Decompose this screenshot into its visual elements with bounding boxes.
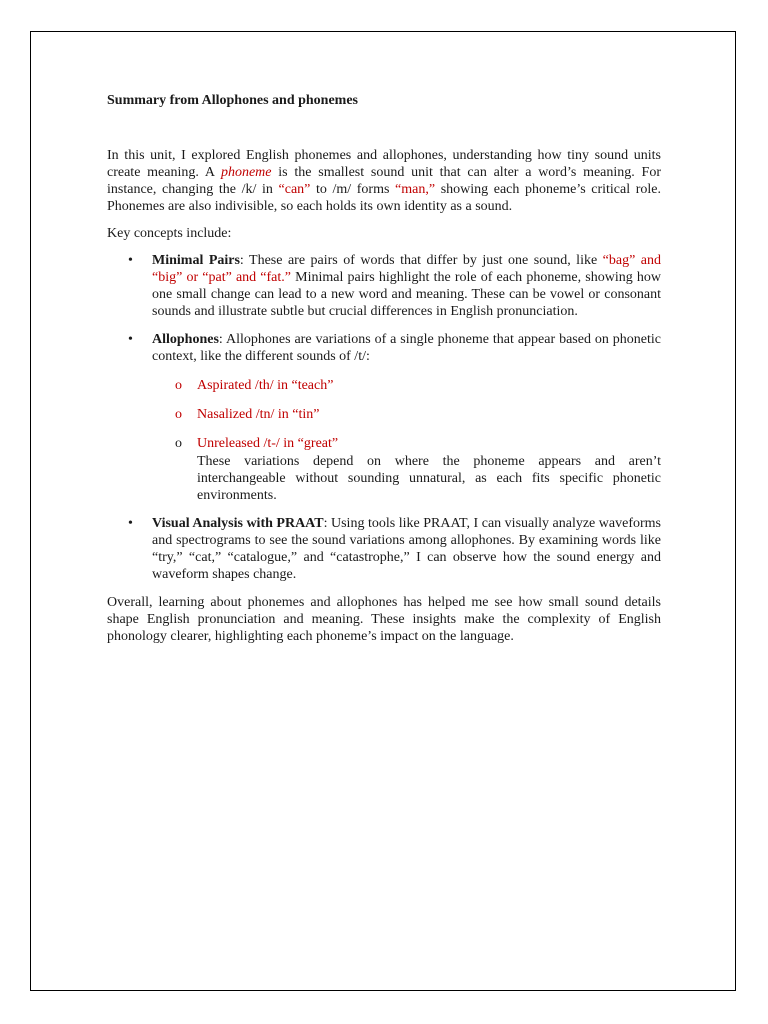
minimal-pairs-text-1: : These are pairs of words that differ by just one sound, like bbox=[239, 253, 603, 268]
key-concepts-list bbox=[107, 252, 661, 583]
document-page bbox=[30, 31, 736, 991]
intro-paragraph bbox=[107, 147, 661, 215]
bullet-marker: • bbox=[128, 253, 133, 268]
list-item-allophones bbox=[107, 331, 661, 504]
allophone-example-unreleased bbox=[152, 435, 661, 504]
phoneme-term: phoneme bbox=[220, 165, 272, 180]
list-item-praat bbox=[107, 515, 661, 583]
allophone-examples-list bbox=[152, 377, 661, 504]
praat-term: Visual Analysis with PRAAT bbox=[152, 516, 324, 531]
allophone-example-aspirated bbox=[152, 377, 661, 394]
allophone-example-nasalized bbox=[152, 406, 661, 423]
minimal-pairs-term: Minimal Pairs bbox=[152, 253, 240, 268]
example-man: “man,” bbox=[395, 182, 436, 197]
allophone-variation-note: These variations depend on where the phoneme appears and aren’t interchangeable without sounding unnatural, as each fits specific phonetic environments. bbox=[197, 454, 661, 503]
document-body bbox=[107, 92, 661, 655]
key-concepts-intro: Key concepts include: bbox=[107, 226, 232, 241]
allophone-example-text: Unreleased /t-/ in “great” bbox=[197, 436, 339, 451]
list-item-minimal-pairs bbox=[107, 252, 661, 320]
bullet-marker: • bbox=[128, 332, 133, 347]
praat-text: : Using tools like PRAAT, I can visually analyze waveforms and spectrograms to see the sound variations among allophones. By examining words like “try,” “cat,” “catalogue,” and “catastrophe,” I can observe how the sound energy and waveform shapes change. bbox=[152, 516, 661, 582]
allophones-text: : Allophones are variations of a single phoneme that appear based on phonetic context, like the different sounds of /t/: bbox=[152, 332, 661, 364]
sub-bullet-marker: o bbox=[175, 378, 182, 393]
sub-bullet-marker: o bbox=[175, 436, 182, 451]
example-can: “can” bbox=[278, 182, 311, 197]
sub-bullet-marker: o bbox=[175, 407, 182, 422]
intro-text-4: showing each phoneme’s critical role. Phonemes are also indivisible, so each holds its own identity as a sound. bbox=[107, 182, 661, 214]
allophones-term: Allophones bbox=[152, 332, 219, 347]
document-title: Summary from Allophones and phonemes bbox=[107, 93, 359, 108]
intro-text-2: is the smallest sound unit that can alter a word’s meaning. For instance, changing the /k/ in bbox=[107, 165, 661, 197]
conclusion-paragraph: Overall, learning about phonemes and allophones has helped me see how small sound details shape English pronunciation and meaning. These insights make the complexity of English phonology clearer, highlighting each phoneme’s impact on the language. bbox=[107, 595, 661, 644]
minimal-pairs-examples: “bag” and “big” or “pat” and “fat.” bbox=[152, 253, 661, 285]
allophone-example-text: Nasalized /tn/ in “tin” bbox=[197, 407, 320, 422]
allophone-example-text: Aspirated /th/ in “teach” bbox=[197, 378, 334, 393]
intro-text-1: In this unit, I explored English phonemes and allophones, understanding how tiny sound units create meaning. A bbox=[107, 148, 661, 180]
minimal-pairs-text-2: Minimal pairs highlight the role of each phoneme, showing how one small change can lead to a new word and meaning. These can be vowel or consonant sounds and illustrate subtle but crucial differences in English pronunciation. bbox=[152, 270, 661, 319]
bullet-marker: • bbox=[128, 516, 133, 531]
intro-text-3: to /m/ forms bbox=[310, 182, 396, 197]
